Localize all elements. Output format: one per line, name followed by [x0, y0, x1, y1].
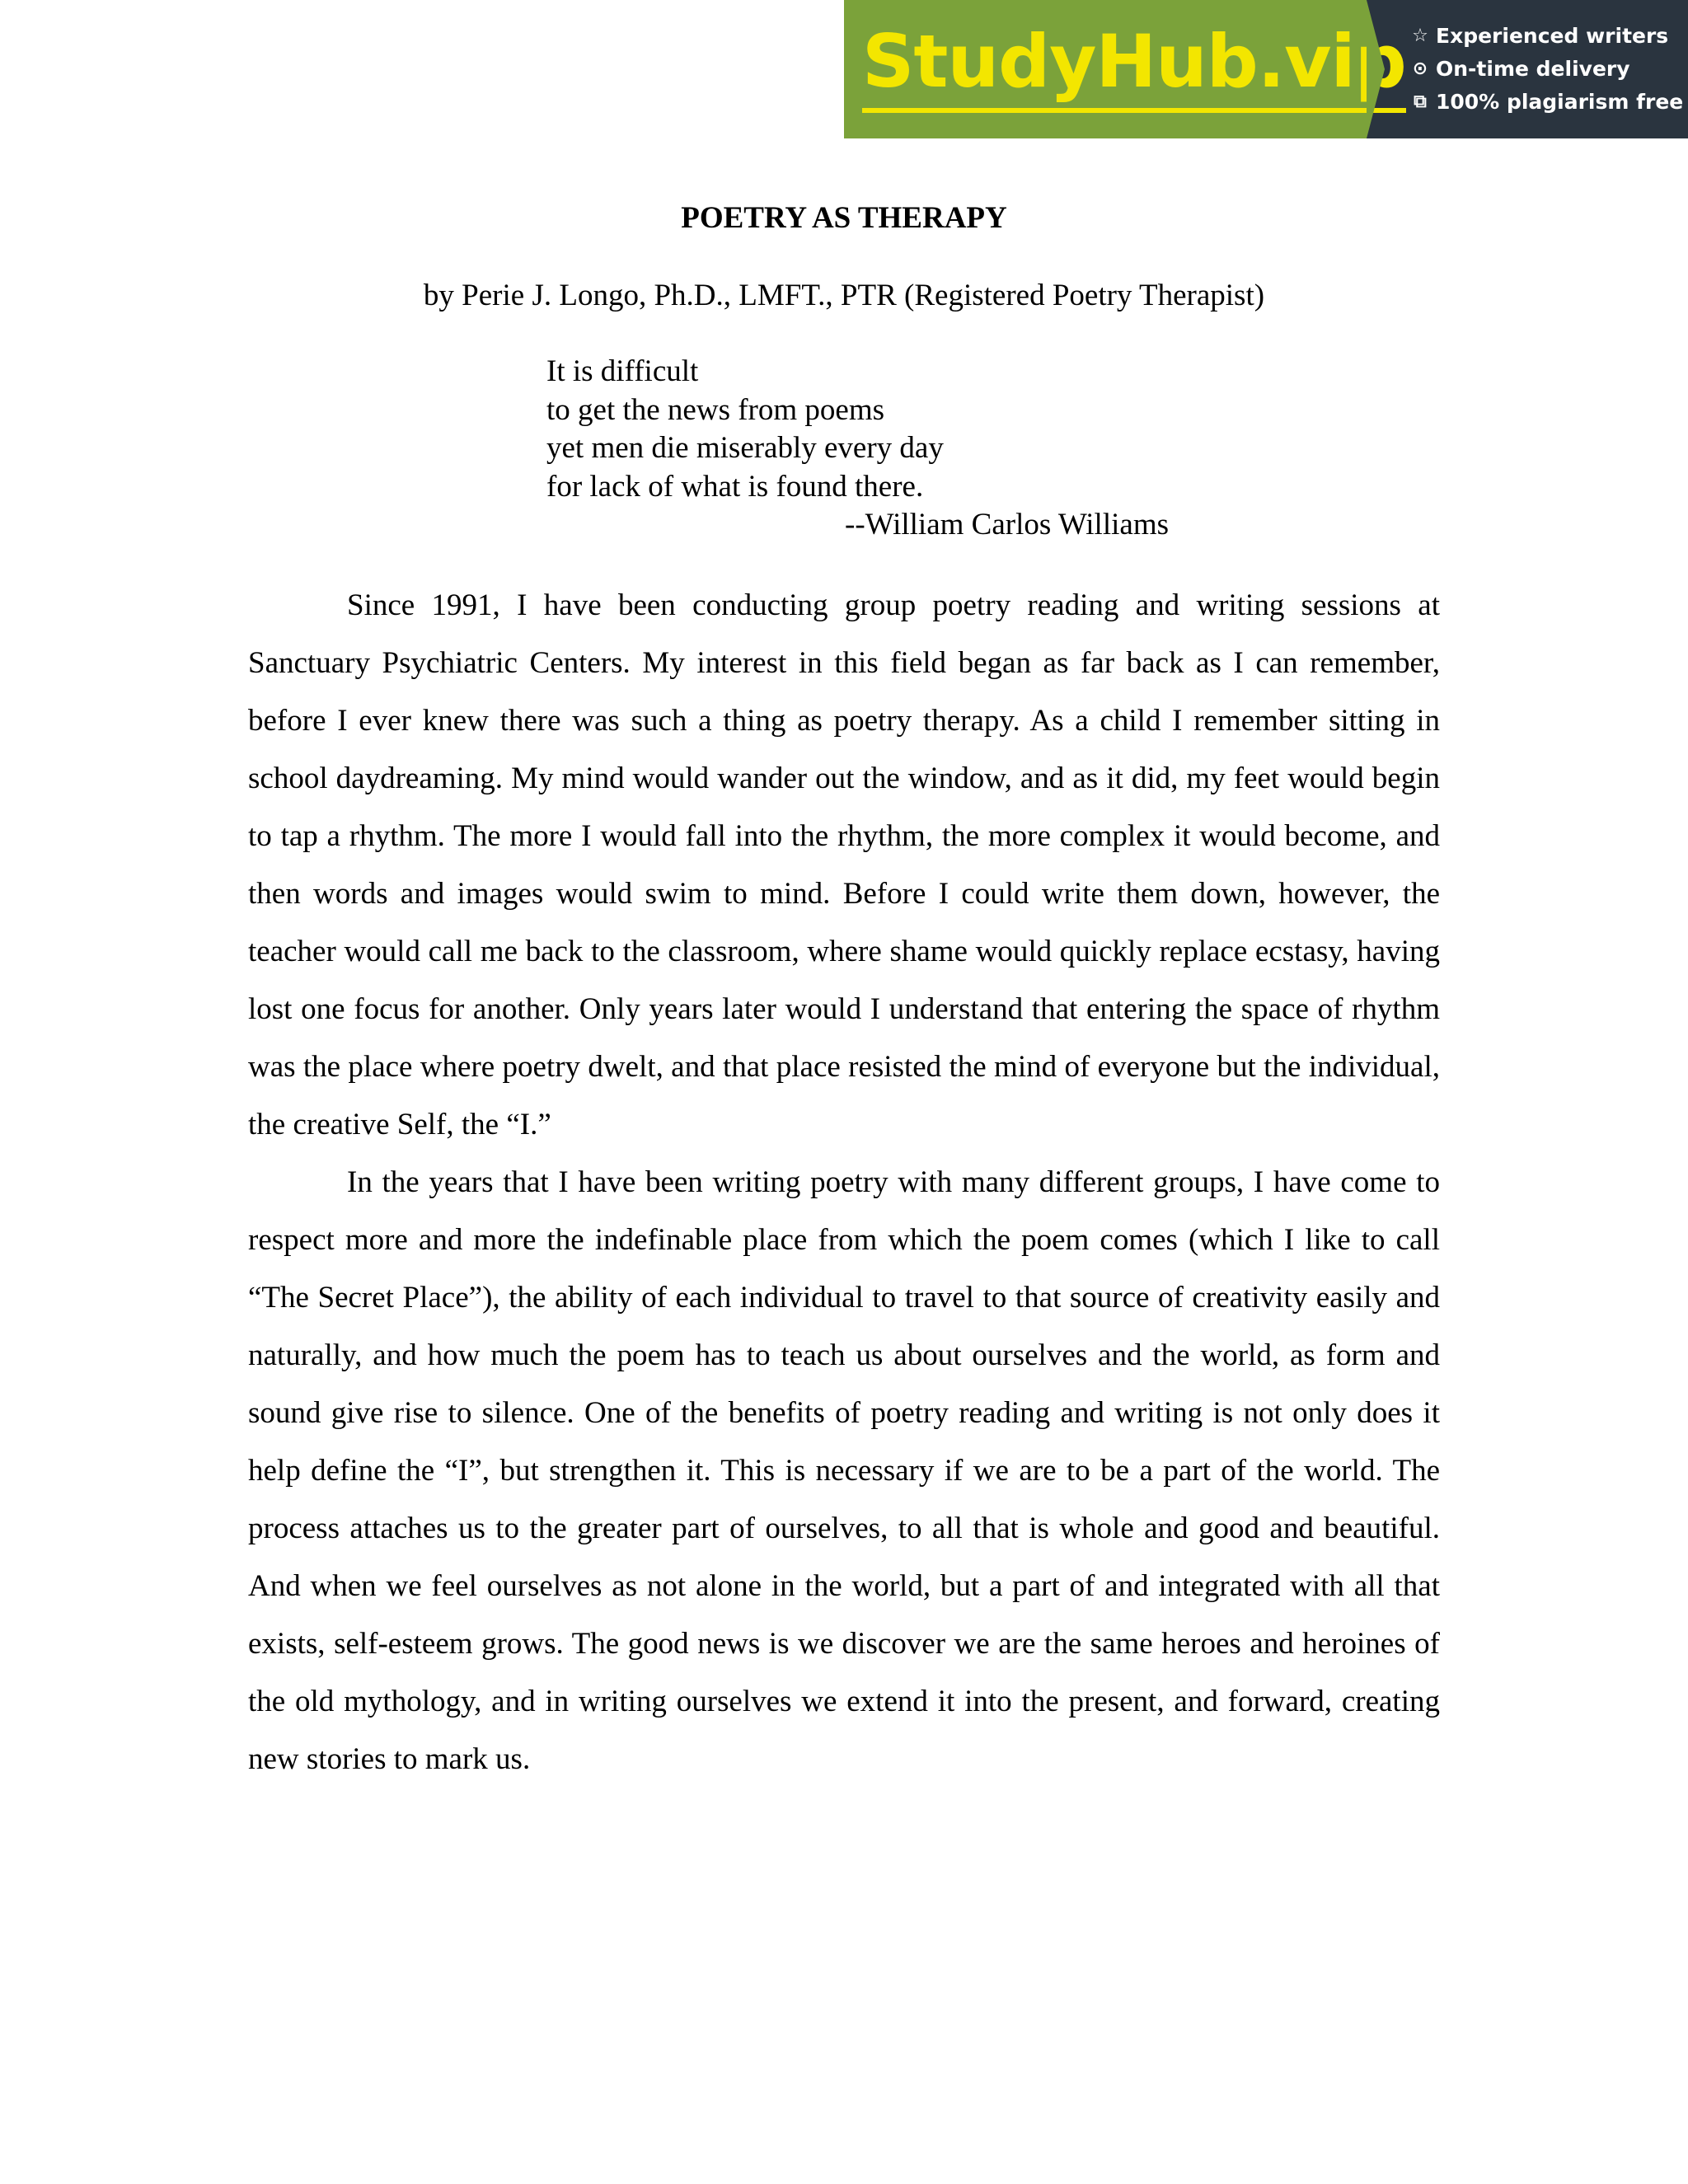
body-paragraph: Since 1991, I have been conducting group poetry reading and writing sessions at Sanctuary Psychiatric Centers. My interest in this field began as far back as I can remember, before I ever knew there was such a thing as poetry therapy. As a child I remember sitting in school daydreaming. My mind would wander out the window, and as it did, my feet would begin to tap a rhythm. The more I would fall into the rhythm, the more complex it would become, and then words and images would swim to mind. Before I could write them down, however, the teacher would call me back to the classroom, where shame would quickly replace ecstasy, having lost one focus for another. Only years later would I understand that entering the space of rhythm was the place where poetry dwelt, and that place resisted the mind of everyone but the individual, the creative Self, the “I.”	[248, 588, 1440, 1141]
epigraph-line: yet men die miserably every day	[546, 431, 944, 465]
copy-icon: ⧉	[1414, 91, 1427, 112]
feature-label: Experienced writers	[1436, 24, 1669, 48]
studyhub-banner[interactable]	[844, 0, 1688, 138]
epigraph-line: It is difficult	[546, 354, 699, 388]
studyhub-logo[interactable]	[844, 0, 1406, 138]
body-paragraph: In the years that I have been writing poetry with many different groups, I have come to respect more and more the indefinable place from which the poem comes (which I like to call “The Secret Place”), the ability of each individual to travel to that source of creativity easily and naturally, and how much the poem has to teach us about ourselves and the world, as form and sound give rise to silence. One of the benefits of poetry reading and writing is not only does it help define the “I”, but strengthen it. This is necessary if we are to be a part of the world. The process attaches us to the greater part of ourselves, to all that is whole and good and beautiful. And when we feel ourselves as not alone in the world, but a part of and integrated with all that exists, self-esteem grows. The good news is we discover we are the same heroes and heroines of the old mythology, and in writing ourselves we extend it into the present, and forward, creating new stories to mark us.	[248, 1165, 1440, 1776]
epigraph-attribution: --William Carlos Williams	[845, 508, 1169, 541]
epigraph-line: for lack of what is found there.	[546, 469, 924, 504]
feature-label: 100% plagiarism free	[1436, 90, 1684, 114]
clock-icon: ⊙	[1412, 59, 1428, 79]
star-icon: ☆	[1412, 26, 1428, 46]
feature-on-time-delivery	[1409, 57, 1688, 82]
epigraph	[546, 353, 1169, 545]
banner-features	[1367, 0, 1688, 138]
feature-plagiarism-free	[1409, 90, 1688, 115]
epigraph-line: to get the news from poems	[546, 392, 884, 427]
document-body	[248, 577, 1440, 1788]
logo-text: StudyHub.vip	[862, 26, 1406, 113]
document-title: POETRY AS THERAPY	[681, 201, 1007, 235]
feature-label: On-time delivery	[1436, 57, 1630, 81]
feature-experienced-writers	[1409, 24, 1688, 49]
document-byline: by Perie J. Longo, Ph.D., LMFT., PTR (Registered Poetry Therapist)	[423, 279, 1265, 312]
